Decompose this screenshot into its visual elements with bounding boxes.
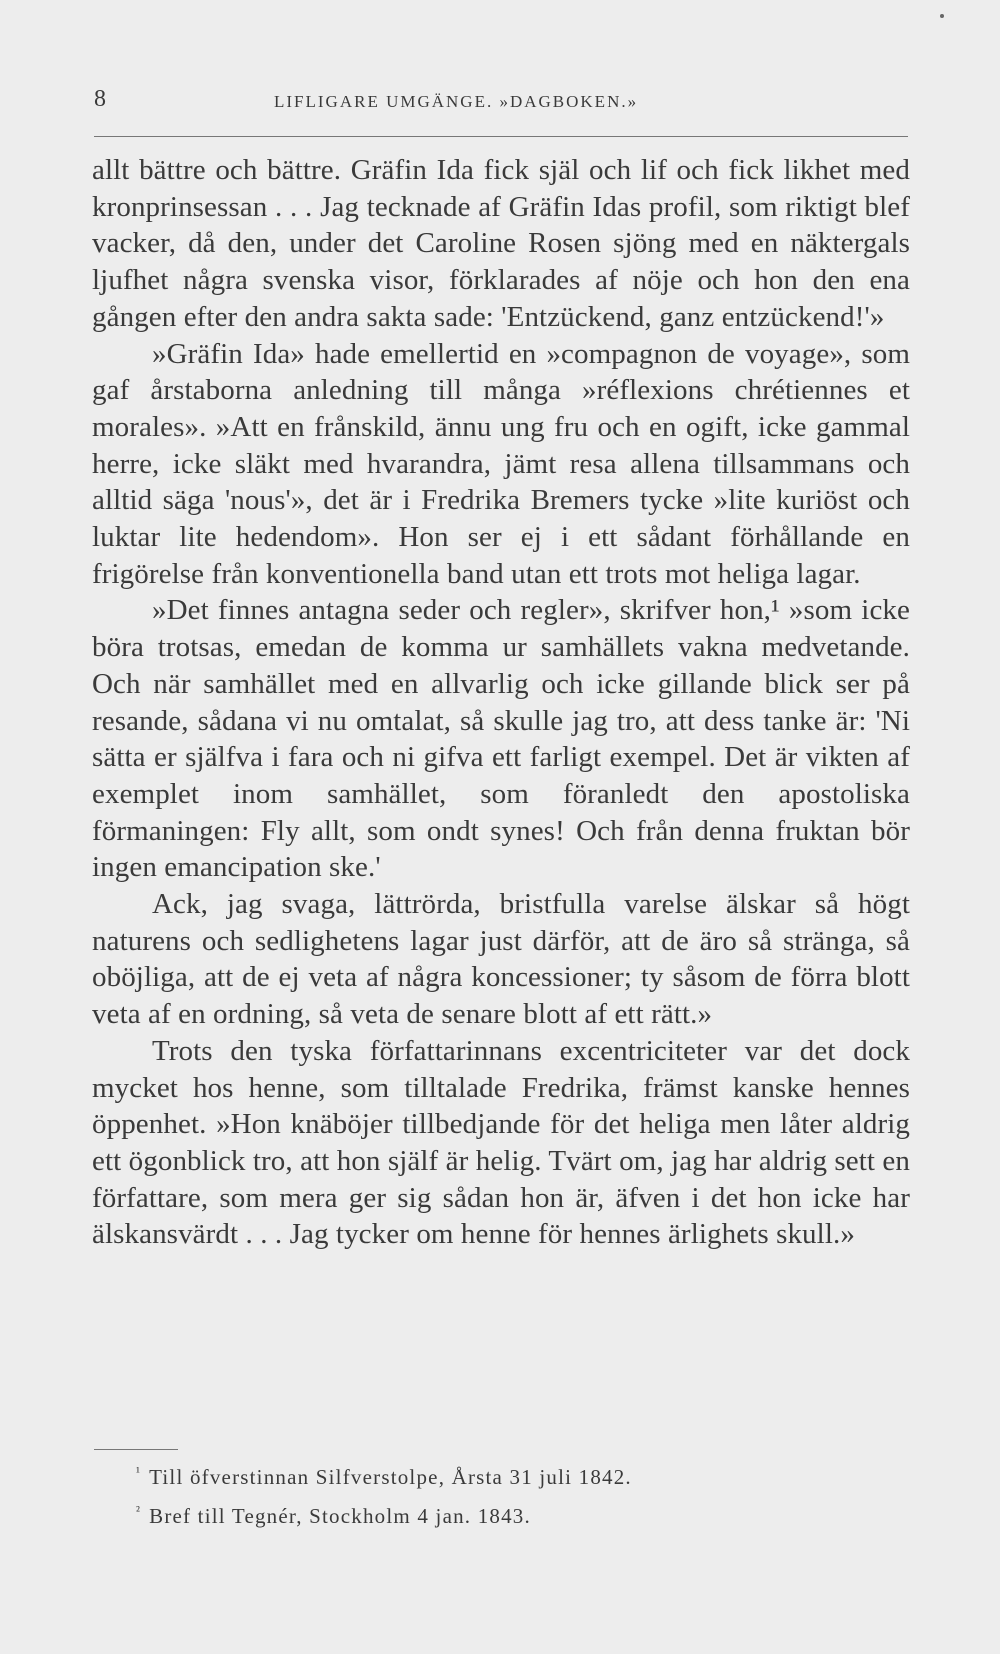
footnote-text: Bref till Tegnér, Stockholm 4 jan. 1843. bbox=[149, 1504, 531, 1528]
footnote-text: Till öfverstinnan Silfverstolpe, Årsta 31 juli 1842. bbox=[149, 1465, 632, 1489]
footnote-1 bbox=[136, 1455, 836, 1494]
header-rule bbox=[94, 136, 908, 137]
footnotes bbox=[136, 1455, 836, 1533]
paragraph-1: allt bättre och bättre. Gräfin Ida fick själ och lif och fick likhet med kronprinsessan . . . Jag tecknade af Gräfin Idas profil, som riktigt blef vacker, då den, under det Caroline Rosen sjöng med en näktergals ljufhet några svenska visor, förklarades af nöje och hon den ena gången efter den andra sakta sade: 'Entzückend, ganz entzückend!'» bbox=[92, 154, 910, 333]
footnote-mark: ² bbox=[136, 1503, 142, 1518]
footnote-rule bbox=[94, 1449, 178, 1450]
page-number: 8 bbox=[94, 86, 107, 112]
running-head: LIFLIGARE UMGÄNGE. »DAGBOKEN.» bbox=[274, 92, 639, 111]
footnote-2 bbox=[136, 1494, 836, 1533]
paragraph-2: »Gräfin Ida» hade emellertid en »compagnon de voyage», som gaf årstaborna anledning till många »réflexions chrétiennes et morales». »Att en frånskild, ännu ung fru och en ogift, icke gammal herre, icke släkt med hvarandra, jämt resa allena tillsammans och alltid säga 'nous'», det är i Fredrika Bremers tycke »lite kuriöst och luktar lite hedendom». Hon ser ej i ett sådant förhållande en frigörelse från konventionella band utan ett trots mot heliga lagar. bbox=[92, 337, 910, 590]
paper-speck bbox=[940, 14, 944, 18]
paragraph-4: Ack, jag svaga, lättrörda, bristfulla varelse älskar så högt naturens och sedlighetens lagar just därför, att de äro så stränga, så oböjliga, att de ej veta af några koncessioner; ty såsom de förra blott veta af en ordning, så veta de senare blott af ett rätt.» bbox=[92, 888, 910, 1031]
paragraph-3: »Det finnes antagna seder och regler», skrifver hon,¹ »som icke böra trotsas, emedan de komma ur samhällets vakna medvetande. Och när samhället med en allvarlig och icke gillande blick ser på resande, sådana vi nu omtalat, så skulle jag tro, att dess tanke är: 'Ni sätta er själfva i fara och ni gifva ett farligt exempel. Det är vikten af exemplet inom samhället, som föranledt den apostoliska förmaningen: Fly allt, som ondt synes! Och från denna fruktan bör ingen emancipation ske.' bbox=[92, 594, 910, 884]
page-header bbox=[94, 86, 906, 126]
footnote-mark: ¹ bbox=[136, 1464, 142, 1479]
paragraph-5: Trots den tyska författarinnans excentriciteter var det dock mycket hos henne, som tilltalade Fredrika, främst kanske hennes öppenhet. »Hon knäböjer tillbedjande för det heliga men låter aldrig ett ögonblick tro, att hon själf är helig. Tvärt om, jag har aldrig sett en författare, som mera ger sig sådan hon är, äfven i det hon icke har älskansvärdt . . . Jag tycker om henne för hennes ärlighets skull.» bbox=[92, 1034, 910, 1251]
body-text bbox=[92, 152, 910, 1253]
